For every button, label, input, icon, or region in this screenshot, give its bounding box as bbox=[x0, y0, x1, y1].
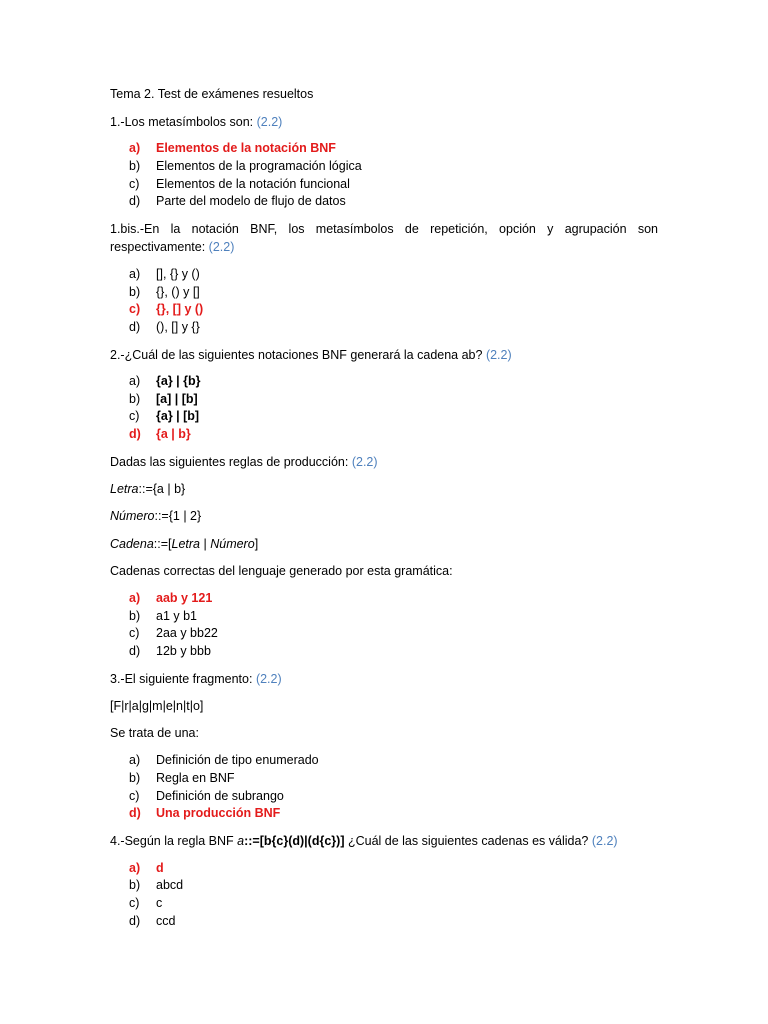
question-2-text: 2.-¿Cuál de las siguientes notaciones BNF generará la cadena ab? bbox=[110, 348, 483, 362]
option-letter: c) bbox=[129, 302, 141, 316]
option-text: {a} | [b] bbox=[156, 409, 200, 423]
option-letter: c) bbox=[129, 409, 140, 423]
question-1-ref: (2.2) bbox=[256, 115, 283, 129]
question-4-ref: (2.2) bbox=[591, 834, 618, 848]
rule-cadena-numero: Número bbox=[210, 537, 255, 551]
rule-numero-def: ::={1 | 2} bbox=[154, 509, 202, 523]
question-3-fragment: [F|r|a|g|m|e|n|t|o] bbox=[110, 699, 204, 713]
rules-intro-text: Dadas las siguientes reglas de producción: bbox=[110, 455, 349, 469]
option-text: {a | b} bbox=[156, 427, 191, 441]
option-letter: c) bbox=[129, 177, 140, 191]
rules-option-d bbox=[129, 643, 211, 659]
option-text: Elementos de la notación funcional bbox=[156, 177, 350, 191]
option-text: Regla en BNF bbox=[156, 771, 235, 785]
option-letter: a) bbox=[129, 374, 141, 388]
question-2-ref: (2.2) bbox=[485, 348, 512, 362]
rule-letra bbox=[110, 481, 185, 497]
question-1-option-b bbox=[129, 158, 362, 174]
question-4-option-d bbox=[129, 913, 175, 929]
rules-option-a bbox=[129, 590, 212, 606]
option-letter: d) bbox=[129, 644, 141, 658]
option-letter: c) bbox=[129, 789, 140, 803]
rule-cadena-name: Cadena bbox=[110, 537, 154, 551]
question-1bis-line-1: 1.bis.-En la notación BNF, los metasímbolos de repetición, opción y agrupación son bbox=[110, 222, 658, 236]
question-1-option-d bbox=[129, 193, 346, 209]
question-2 bbox=[110, 347, 512, 363]
question-4 bbox=[110, 833, 618, 849]
option-text: (), [] y {} bbox=[156, 320, 200, 334]
question-1bis-option-a bbox=[129, 266, 200, 282]
rule-cadena-letra: Letra bbox=[171, 537, 201, 551]
option-text: {}, [] y () bbox=[156, 302, 204, 316]
option-text: [], {} y () bbox=[156, 267, 200, 281]
question-1-text: 1.-Los metasímbolos son: bbox=[110, 115, 254, 129]
option-text: 12b y bbb bbox=[156, 644, 211, 658]
option-text: Una producción BNF bbox=[156, 806, 281, 820]
option-letter: d) bbox=[129, 427, 141, 441]
rule-cadena bbox=[110, 536, 258, 552]
option-text: Parte del modelo de flujo de datos bbox=[156, 194, 346, 208]
question-4-option-c bbox=[129, 895, 162, 911]
option-text: aab y 121 bbox=[156, 591, 213, 605]
option-letter: a) bbox=[129, 267, 141, 281]
question-4-suffix: ¿Cuál de las siguientes cadenas es válida? bbox=[344, 834, 589, 848]
option-text: Definición de subrango bbox=[156, 789, 284, 803]
rule-letra-name: Letra bbox=[110, 482, 139, 496]
option-letter: b) bbox=[129, 285, 141, 299]
option-text: ccd bbox=[156, 914, 176, 928]
question-2-option-b bbox=[129, 391, 198, 407]
rules-option-c bbox=[129, 625, 218, 641]
rule-numero bbox=[110, 508, 201, 524]
question-4-option-b bbox=[129, 877, 183, 893]
option-letter: d) bbox=[129, 194, 141, 208]
option-letter: a) bbox=[129, 861, 141, 875]
option-text: Elementos de la notación BNF bbox=[156, 141, 336, 155]
question-1-option-a bbox=[129, 140, 336, 156]
question-1 bbox=[110, 114, 282, 130]
option-text: {a} | {b} bbox=[156, 374, 201, 388]
question-4-prefix: 4.-Según la regla BNF bbox=[110, 834, 238, 848]
question-1bis-option-c bbox=[129, 301, 203, 317]
question-2-option-c bbox=[129, 408, 199, 424]
option-letter: b) bbox=[129, 771, 141, 785]
question-1-option-c bbox=[129, 176, 350, 192]
question-4-rule-var: a bbox=[237, 834, 245, 848]
option-text: {}, () y [] bbox=[156, 285, 200, 299]
question-3-option-c bbox=[129, 788, 284, 804]
question-2-option-d bbox=[129, 426, 191, 442]
question-4-option-a bbox=[129, 860, 164, 876]
option-letter: a) bbox=[129, 753, 141, 767]
question-3 bbox=[110, 671, 282, 687]
option-text: Definición de tipo enumerado bbox=[156, 753, 319, 767]
question-1bis-ref: (2.2) bbox=[208, 240, 235, 254]
question-3-option-a bbox=[129, 752, 319, 768]
rule-cadena-close: ] bbox=[254, 537, 259, 551]
option-text: [a] | [b] bbox=[156, 392, 198, 406]
option-letter: a) bbox=[129, 141, 141, 155]
question-3-subtext: Se trata de una: bbox=[110, 726, 199, 740]
rules-intro bbox=[110, 454, 378, 470]
option-letter: b) bbox=[129, 609, 141, 623]
option-letter: b) bbox=[129, 878, 141, 892]
question-3-text: 3.-El siguiente fragmento: bbox=[110, 672, 253, 686]
option-letter: d) bbox=[129, 806, 141, 820]
question-4-rule-def: ::=[b{c}(d)|(d{c})] bbox=[244, 834, 345, 848]
rule-cadena-open: ::=[ bbox=[153, 537, 172, 551]
question-3-option-d bbox=[129, 805, 280, 821]
document-title: Tema 2. Test de exámenes resueltos bbox=[110, 87, 314, 101]
option-text: 2aa y bb22 bbox=[156, 626, 218, 640]
option-text: abcd bbox=[156, 878, 184, 892]
option-text: d bbox=[156, 861, 164, 875]
option-letter: c) bbox=[129, 626, 140, 640]
rules-question: Cadenas correctas del lenguaje generado por esta gramática: bbox=[110, 564, 453, 578]
option-letter: d) bbox=[129, 914, 141, 928]
rule-letra-def: ::={a | b} bbox=[138, 482, 186, 496]
rule-cadena-sep: | bbox=[200, 537, 211, 551]
option-letter: b) bbox=[129, 159, 141, 173]
option-letter: d) bbox=[129, 320, 141, 334]
question-1bis-text: respectivamente: bbox=[110, 240, 206, 254]
question-1bis-option-b bbox=[129, 284, 200, 300]
rules-ref: (2.2) bbox=[351, 455, 378, 469]
option-letter: b) bbox=[129, 392, 141, 406]
rule-numero-name: Número bbox=[110, 509, 155, 523]
option-text: a1 y b1 bbox=[156, 609, 198, 623]
question-2-option-a bbox=[129, 373, 201, 389]
option-letter: c) bbox=[129, 896, 140, 910]
option-text: c bbox=[156, 896, 163, 910]
option-text: Elementos de la programación lógica bbox=[156, 159, 362, 173]
rules-option-b bbox=[129, 608, 197, 624]
question-3-option-b bbox=[129, 770, 235, 786]
question-1bis-option-d bbox=[129, 319, 200, 335]
question-3-ref: (2.2) bbox=[255, 672, 282, 686]
option-letter: a) bbox=[129, 591, 141, 605]
question-1bis-line-2 bbox=[110, 239, 234, 255]
